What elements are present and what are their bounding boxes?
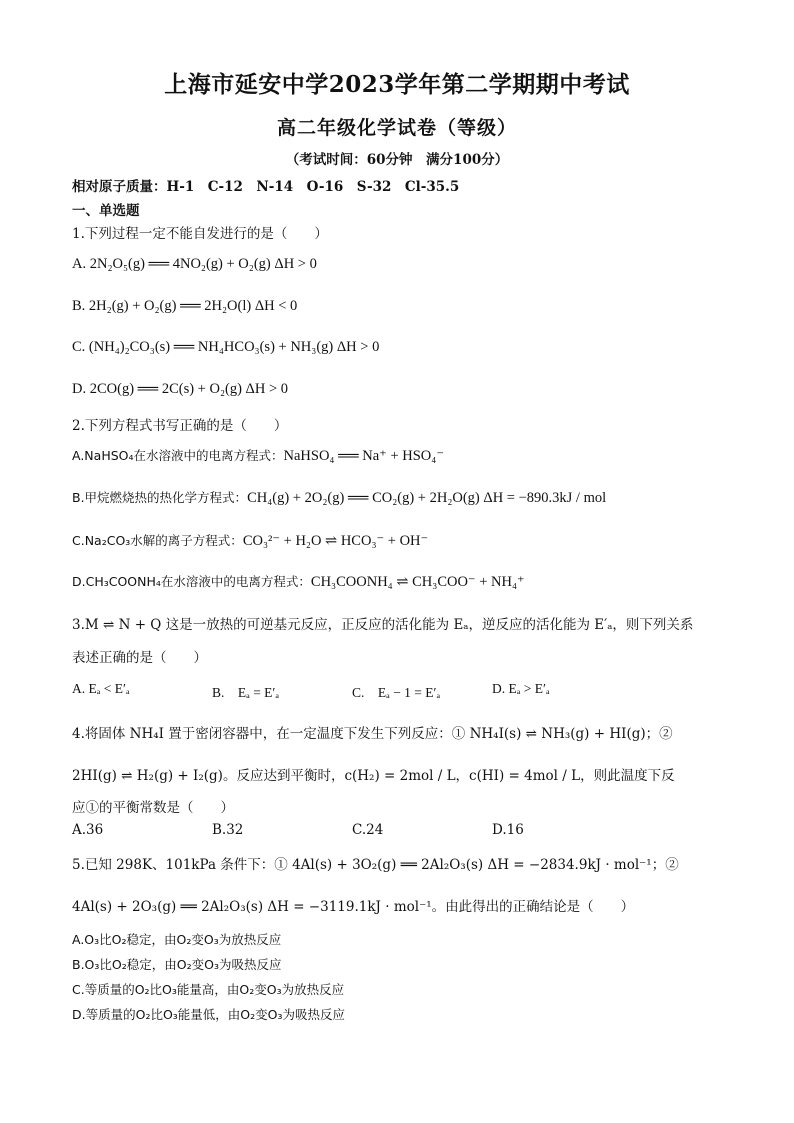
q5-option-d: D.等质量的O₂比O₃能量低，由O₂变O₃为吸热反应 [72,1007,345,1022]
atomic-masses: 相对原子质量：H-1 C-12 N-14 O-16 S-32 Cl-35.5 [72,179,460,195]
q5-option-b: B.O₃比O₂稳定，由O₂变O₃为吸热反应 [72,957,282,972]
q2-option-a-equation: NaHSO₄ ══ Na⁺ + HSO₄⁻ [283,448,444,464]
q3-option-d: D. Eₐ > E′ₐ [492,681,550,696]
exam-title: 上海市延安中学2023学年第二学期期中考试 [164,71,630,98]
q4-option-a: A.36 [72,822,104,838]
q4-line1: 4.将固体 NH₄I 置于密闭容器中，在一定温度下发生下列反应：① NH₄I(s) ⇌ NH₃(g) + HI(g)；② [72,726,673,742]
q1-option-d: D. 2CO(g) ══ 2C(s) + O₂(g) ΔH > 0 [72,381,288,397]
q2-option-a-prefix: A.NaHSO₄在水溶液中的电离方程式： [72,448,284,463]
q5-line2: 4Al(s) + 2O₃(g) ══ 2Al₂O₃(s) ΔH = −3119.1kJ · mol⁻¹。由此得出的正确结论是（ ） [72,899,635,915]
q2-stem: 2.下列方程式书写正确的是（ ） [72,418,288,434]
section-title: 一、单选题 [72,203,140,219]
q2-option-c [72,531,428,550]
q1-option-b: B. 2H₂(g) + O₂(g) ══ 2H₂O(l) ΔH < 0 [72,298,298,314]
q2-option-d-prefix: D.CH₃COONH₄在水溶液中的电离方程式： [72,574,311,589]
q5-option-a: A.O₃比O₂稳定，由O₂变O₃为放热反应 [72,932,282,947]
q4-option-d: D.16 [492,822,524,838]
q3-option-c: C. Eₐ − 1 = E′ₐ [352,685,441,700]
q3-option-b: B. Eₐ = E′ₐ [212,685,280,700]
q2-option-b-equation: CH₄(g) + 2O₂(g) ══ CO₂(g) + 2H₂O(g) ΔH = −890.3kJ / mol [247,490,607,506]
q1-option-c: C. (NH₄)₂CO₃(s) ══ NH₄HCO₃(s) + NH₃(g) ΔH > 0 [72,339,380,355]
q2-option-d [72,572,525,591]
q2-option-a [72,446,444,465]
q3-stem-line2: 表述正确的是（ ） [72,650,207,666]
q4-option-b: B.32 [212,822,244,838]
q2-option-b-prefix: B.甲烷燃烧热的热化学方程式： [72,490,248,505]
q1-stem: 1.下列过程一定不能自发进行的是（ ） [72,226,328,242]
q2-option-d-equation: CH₃COONH₄ ⇌ CH₃COO⁻ + NH₄⁺ [310,574,525,590]
q3-option-a: A. Eₐ < E′ₐ [72,681,130,696]
q3-stem-line1: 3.M ⇌ N + Q 这是一放热的可逆基元反应，正反应的活化能为 Eₐ，逆反应的活化能为 E′ₐ，则下列关系 [72,617,694,633]
q1-option-a: A. 2N₂O₅(g) ══ 4NO₂(g) + O₂(g) ΔH > 0 [72,256,317,272]
exam-subtitle: 高二年级化学试卷（等级） [276,117,517,139]
q4-line3: 应①的平衡常数是（ ） [72,800,234,816]
q2-option-c-equation: CO₃²⁻ + H₂O ⇌ HCO₃⁻ + OH⁻ [242,533,429,549]
q4-option-c: C.24 [352,822,384,838]
exam-info: （考试时间：60分钟 满分100分） [285,152,509,168]
q5-line1: 5.已知 298K、101kPa 条件下：① 4Al(s) + 3O₂(g) ══ 2Al₂O₃(s) ΔH = −2834.9kJ · mol⁻¹；② [72,857,679,873]
q5-option-c: C.等质量的O₂比O₃能量高，由O₂变O₃为放热反应 [72,982,345,997]
q4-line2: 2HI(g) ⇌ H₂(g) + I₂(g)。反应达到平衡时，c(H₂) = 2mol / L，c(HI) = 4mol / L，则此温度下反 [72,768,675,784]
q2-option-c-prefix: C.Na₂CO₃水解的离子方程式： [72,533,243,548]
q2-option-b [72,488,606,507]
